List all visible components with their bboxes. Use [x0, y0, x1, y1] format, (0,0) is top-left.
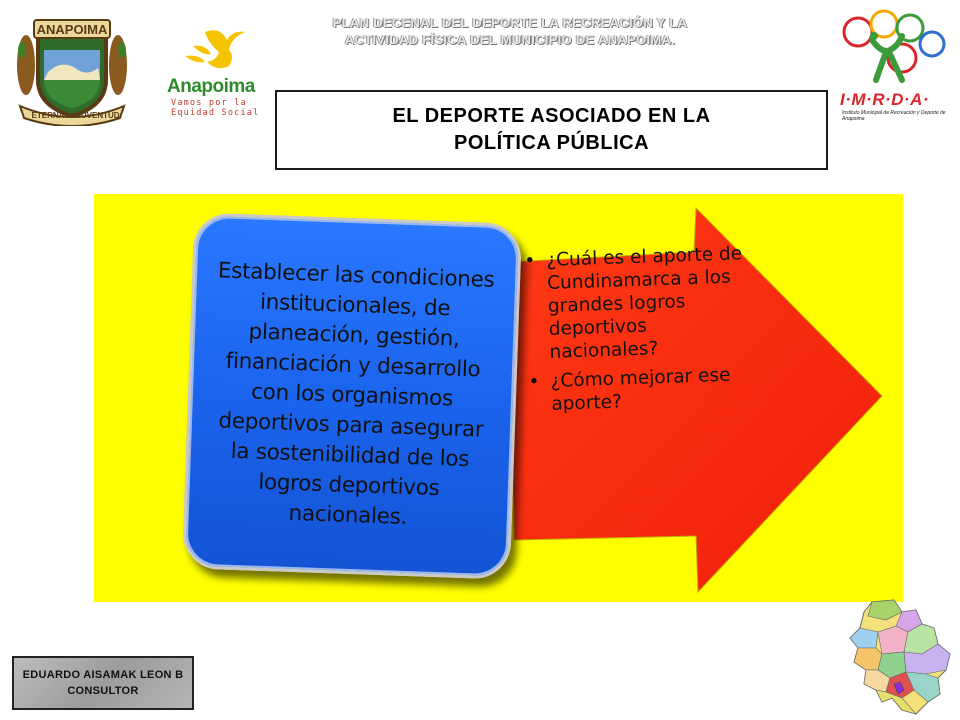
arrow-question-item	[522, 363, 753, 417]
plan-header	[250, 14, 770, 48]
plan-header-line2: ACTIVIDAD FÍSICA DEL MUNICIPIO DE ANAPOIMA.	[344, 32, 676, 47]
arrow-question-list	[518, 242, 754, 423]
anapoima-brand-logo	[165, 26, 275, 124]
slide-title-box	[275, 90, 828, 170]
sun-bird-icon	[165, 26, 275, 78]
olympic-rings-athlete-icon	[836, 6, 952, 90]
arrow-question-text: ¿Cómo mejorar ese aporte?	[550, 364, 731, 415]
consultant-role: CONSULTOR	[67, 685, 139, 697]
imrda-name: I·M·R·D·A·	[840, 90, 930, 109]
consultant-name: EDUARDO AISAMAK LEON B	[22, 669, 184, 681]
objective-card	[182, 212, 522, 579]
arrow-question-item	[518, 242, 752, 365]
brand-slogan-1: Vamos por la	[171, 98, 247, 108]
imrda-subtitle: Instituto Municipal de Recreación y Deporte de Anapoima	[842, 110, 946, 122]
brand-slogan-2: Equidad Social	[171, 108, 260, 118]
brand-name: Anapoima	[167, 76, 255, 97]
shield-ribbon-left: ETERNA	[31, 111, 65, 120]
cundinamarca-map-icon	[842, 598, 954, 716]
shield-top-text: ANAPOIMA	[36, 22, 108, 37]
slide-title-line2: POLÍTICA PÚBLICA	[453, 132, 650, 154]
imrda-logo	[836, 6, 952, 124]
slide-title	[392, 103, 710, 157]
slide-title-line1: EL DEPORTE ASOCIADO EN LA	[392, 105, 711, 127]
objective-text: Establecer las condiciones institucionales, de planeación, gestión, financiación y desarrollo con los organismos deportivos para asegurar la sostenibilidad de los logros deportivos nacionales.	[217, 258, 495, 530]
shield-ribbon-right: JUVENTUD	[76, 111, 120, 120]
plan-header-line1: PLAN DECENAL DEL DEPORTE LA RECREACIÓN Y LA	[332, 15, 688, 30]
bullet-dot: •	[524, 250, 536, 272]
anapoima-shield-logo	[8, 10, 136, 126]
bullet-dot: •	[528, 371, 540, 393]
consultant-badge	[12, 656, 194, 710]
arrow-question-text: ¿Cuál es el aporte de Cundinamarca a los grandes logros deportivos nacionales?	[546, 243, 743, 363]
